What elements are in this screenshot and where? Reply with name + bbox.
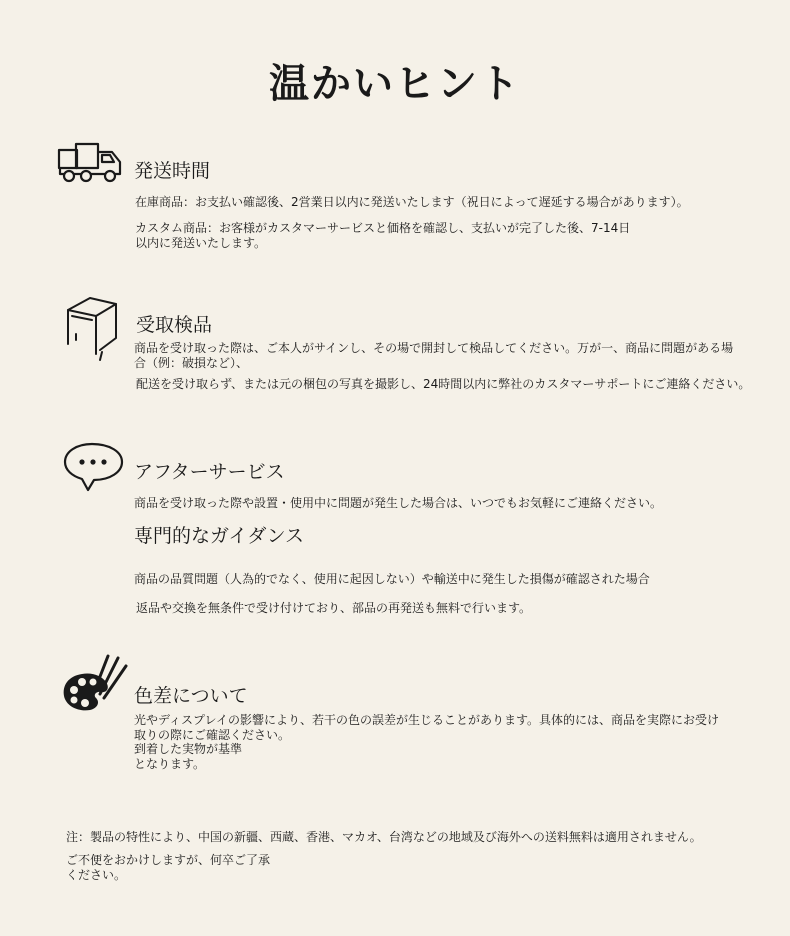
- paint-palette-icon: [60, 652, 132, 718]
- delivery-truck-icon: [56, 140, 126, 186]
- shipping-stock-text: 在庫商品：お支払い確認後、2営業日以内に発送いたします（祝日によって遅延する場合があります）。: [135, 195, 689, 209]
- shipping-custom-text: カスタム商品：お客様がカスタマーサービスと価格を確認し、支払いが完了した後、7-14日 以内に発送いたします。: [135, 221, 631, 250]
- apology-note: ご不便をおかけしますが、何卒ご了承 ください。: [66, 853, 271, 882]
- inspection-text-2: 配送を受け取らず、または元の梱包の写真を撮影し、24時間以内に弊社のカスタマーサポートにご連絡ください。: [136, 377, 751, 391]
- shipping-heading: 発送時間: [134, 160, 211, 182]
- inspection-text-1: 商品を受け取った際は、ご本人がサインし、その場で開封して検品してください。万が一、商品に問題がある場 合（例：破損など）、: [134, 341, 734, 370]
- color-heading: 色差について: [134, 685, 248, 707]
- color-text: 光やディスプレイの影響により、若干の色の誤差が生じることがあります。具体的には、商品を実際にお受け 取りの際にご確認ください。 到着した実物が基準 となります。: [134, 713, 720, 771]
- package-box-icon: [62, 294, 122, 362]
- inspection-heading: 受取検品: [136, 314, 213, 336]
- guidance-heading: 専門的なガイダンス: [134, 525, 305, 547]
- speech-bubble-icon: [62, 440, 126, 494]
- shipping-note: 注：製品の特性により、中国の新疆、西蔵、香港、マカオ、台湾などの地域及び海外への送料無料は適用されません。: [66, 830, 702, 844]
- guidance-text-2: 返品や交換を無条件で受け付けており、部品の再発送も無料で行います。: [136, 601, 532, 615]
- after-service-text: 商品を受け取った際や設置・使用中に問題が発生した場合は、いつでもお気軽にご連絡ください。: [134, 496, 663, 510]
- after-service-heading: アフターサービス: [134, 461, 285, 483]
- guidance-text-1: 商品の品質問題（人為的でなく、使用に起因しない）や輸送中に発生した損傷が確認された場合: [134, 572, 650, 586]
- page-title: 温かいヒント: [269, 61, 521, 107]
